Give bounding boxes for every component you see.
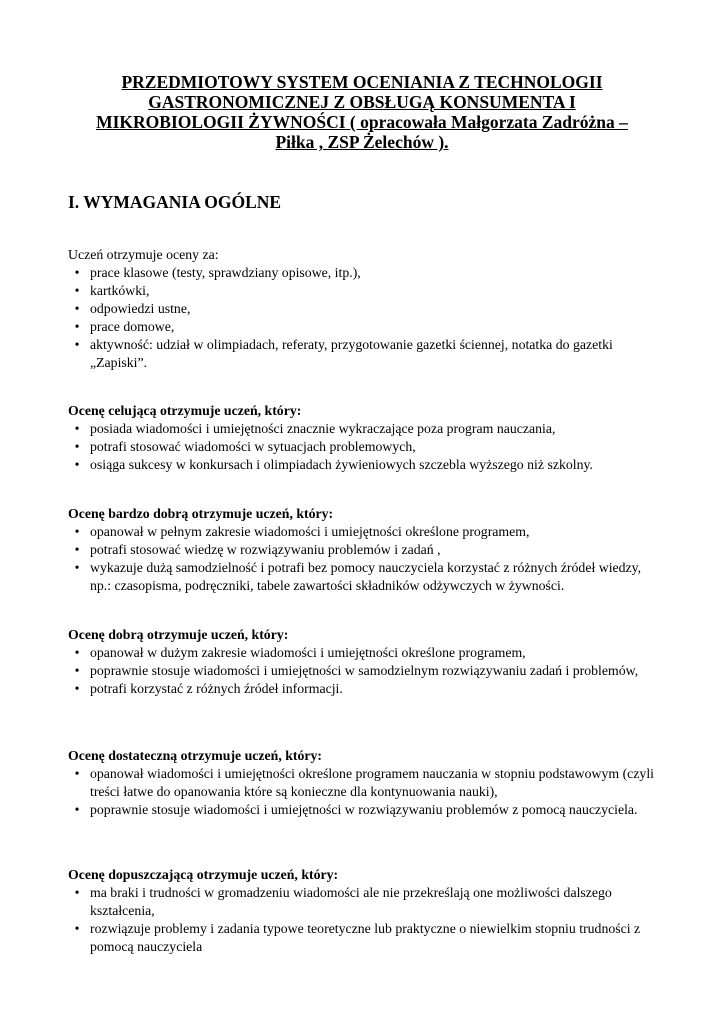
title-line: GASTRONOMICZNEJ Z OBSŁUGĄ KONSUMENTA I — [148, 92, 576, 112]
bullet-list — [68, 523, 658, 595]
block-lead: Ocenę dobrą otrzymuje uczeń, który: — [68, 627, 289, 642]
list-item-text: opanował w dużym zakresie wiadomości i umiejętności określone programem, — [90, 645, 526, 660]
list-item-text: poprawnie stosuje wiadomości i umiejętności w samodzielnym rozwiązywaniu zadań i problemów, — [90, 663, 639, 678]
list-item-text: osiąga sukcesy w konkursach i olimpiadach żywieniowych szczebla wyższego niż szkolny. — [90, 457, 593, 472]
bullet-list — [68, 884, 658, 956]
list-item-text: rozwiązuje problemy i zadania typowe teoretyczne lub praktyczne o niewielkim stopniu trudności z pomocą nauczyciela — [90, 921, 641, 954]
bullet-icon: • — [74, 885, 80, 900]
bullet-icon: • — [74, 524, 80, 539]
list-item — [68, 559, 658, 595]
bullet-icon: • — [74, 542, 80, 557]
grade-bardzo-dobra-block — [68, 505, 658, 595]
title-line: MIKROBIOLOGII ŻYWNOŚCI ( opracowała Małgorzata Zadróżna – — [96, 112, 628, 132]
bullet-list — [68, 765, 658, 819]
list-item — [68, 765, 658, 801]
document-title — [62, 72, 662, 152]
block-lead: Ocenę dopuszczającą otrzymuje uczeń, który: — [68, 867, 339, 882]
list-item-text: ma braki i trudności w gromadzeniu wiadomości ale nie przekreślają one możliwości dalszego kształcenia, — [90, 885, 612, 918]
list-item — [68, 523, 658, 541]
bullet-icon: • — [74, 681, 80, 696]
bullet-icon: • — [74, 766, 80, 781]
bullet-icon: • — [74, 645, 80, 660]
list-item — [68, 420, 658, 438]
list-item — [68, 680, 658, 698]
list-item — [68, 801, 658, 819]
bullet-icon: • — [74, 457, 80, 472]
block-lead: Uczeń otrzymuje oceny za: — [68, 247, 219, 262]
list-item-text: potrafi korzystać z różnych źródeł informacji. — [90, 681, 343, 696]
list-item-text: wykazuje dużą samodzielność i potrafi bez pomocy nauczyciela korzystać z różnych źródeł wiedzy, np.: czasopisma, podręczniki, tabele zawartości składników odżywczych w żywności. — [90, 560, 642, 593]
list-item-text: potrafi stosować wiadomości w sytuacjach problemowych, — [90, 439, 416, 454]
list-item — [68, 318, 658, 336]
block-lead: Ocenę dostateczną otrzymuje uczeń, który: — [68, 748, 323, 763]
list-item-text: potrafi stosować wiedzę w rozwiązywaniu problemów i zadań , — [90, 542, 441, 557]
list-item — [68, 644, 658, 662]
grading-sources-block — [68, 246, 658, 372]
list-item-text: prace domowe, — [90, 319, 175, 334]
list-item-text: aktywność: udział w olimpiadach, referaty, przygotowanie gazetki ściennej, notatka do gazetki „Zapiski”. — [90, 337, 613, 370]
bullet-icon: • — [74, 802, 80, 817]
list-item-text: opanował w pełnym zakresie wiadomości i umiejętności określone programem, — [90, 524, 530, 539]
list-item — [68, 300, 658, 318]
list-item — [68, 884, 658, 920]
list-item — [68, 264, 658, 282]
list-item — [68, 282, 658, 300]
list-item — [68, 438, 658, 456]
list-item — [68, 336, 658, 372]
title-line: PRZEDMIOTOWY SYSTEM OCENIANIA Z TECHNOLOGII — [121, 72, 603, 92]
bullet-icon: • — [74, 421, 80, 436]
list-item-text: opanował wiadomości i umiejętności określone programem nauczania w stopniu podstawowym (czyli treści łatwe do opanowania które są konieczne dla kontynuowania nauki), — [90, 766, 654, 799]
list-item-text: odpowiedzi ustne, — [90, 301, 191, 316]
bullet-icon: • — [74, 319, 80, 334]
list-item — [68, 541, 658, 559]
list-item — [68, 920, 658, 956]
bullet-icon: • — [74, 301, 80, 316]
title-line: Piłka , ZSP Żelechów ). — [275, 132, 449, 152]
grade-dostateczna-block — [68, 747, 658, 819]
bullet-list — [68, 644, 658, 698]
bullet-icon: • — [74, 265, 80, 280]
list-item-text: posiada wiadomości i umiejętności znacznie wykraczające poza program nauczania, — [90, 421, 556, 436]
block-lead: Ocenę bardzo dobrą otrzymuje uczeń, który: — [68, 506, 334, 521]
list-item — [68, 662, 658, 680]
list-item-text: poprawnie stosuje wiadomości i umiejętności w rozwiązywaniu problemów z pomocą nauczyciela. — [90, 802, 638, 817]
block-lead: Ocenę celującą otrzymuje uczeń, który: — [68, 403, 302, 418]
bullet-list — [68, 264, 658, 372]
section-heading: I. WYMAGANIA OGÓLNE — [68, 192, 282, 212]
bullet-icon: • — [74, 663, 80, 678]
bullet-icon: • — [74, 439, 80, 454]
list-item — [68, 456, 658, 474]
grade-dopuszczajaca-block — [68, 866, 658, 956]
bullet-icon: • — [74, 283, 80, 298]
grade-dobra-block — [68, 626, 658, 698]
grade-celujaca-block — [68, 402, 658, 474]
bullet-icon: • — [74, 921, 80, 936]
bullet-list — [68, 420, 658, 474]
bullet-icon: • — [74, 337, 80, 352]
bullet-icon: • — [74, 560, 80, 575]
list-item-text: kartkówki, — [90, 283, 150, 298]
list-item-text: prace klasowe (testy, sprawdziany opisowe, itp.), — [90, 265, 361, 280]
